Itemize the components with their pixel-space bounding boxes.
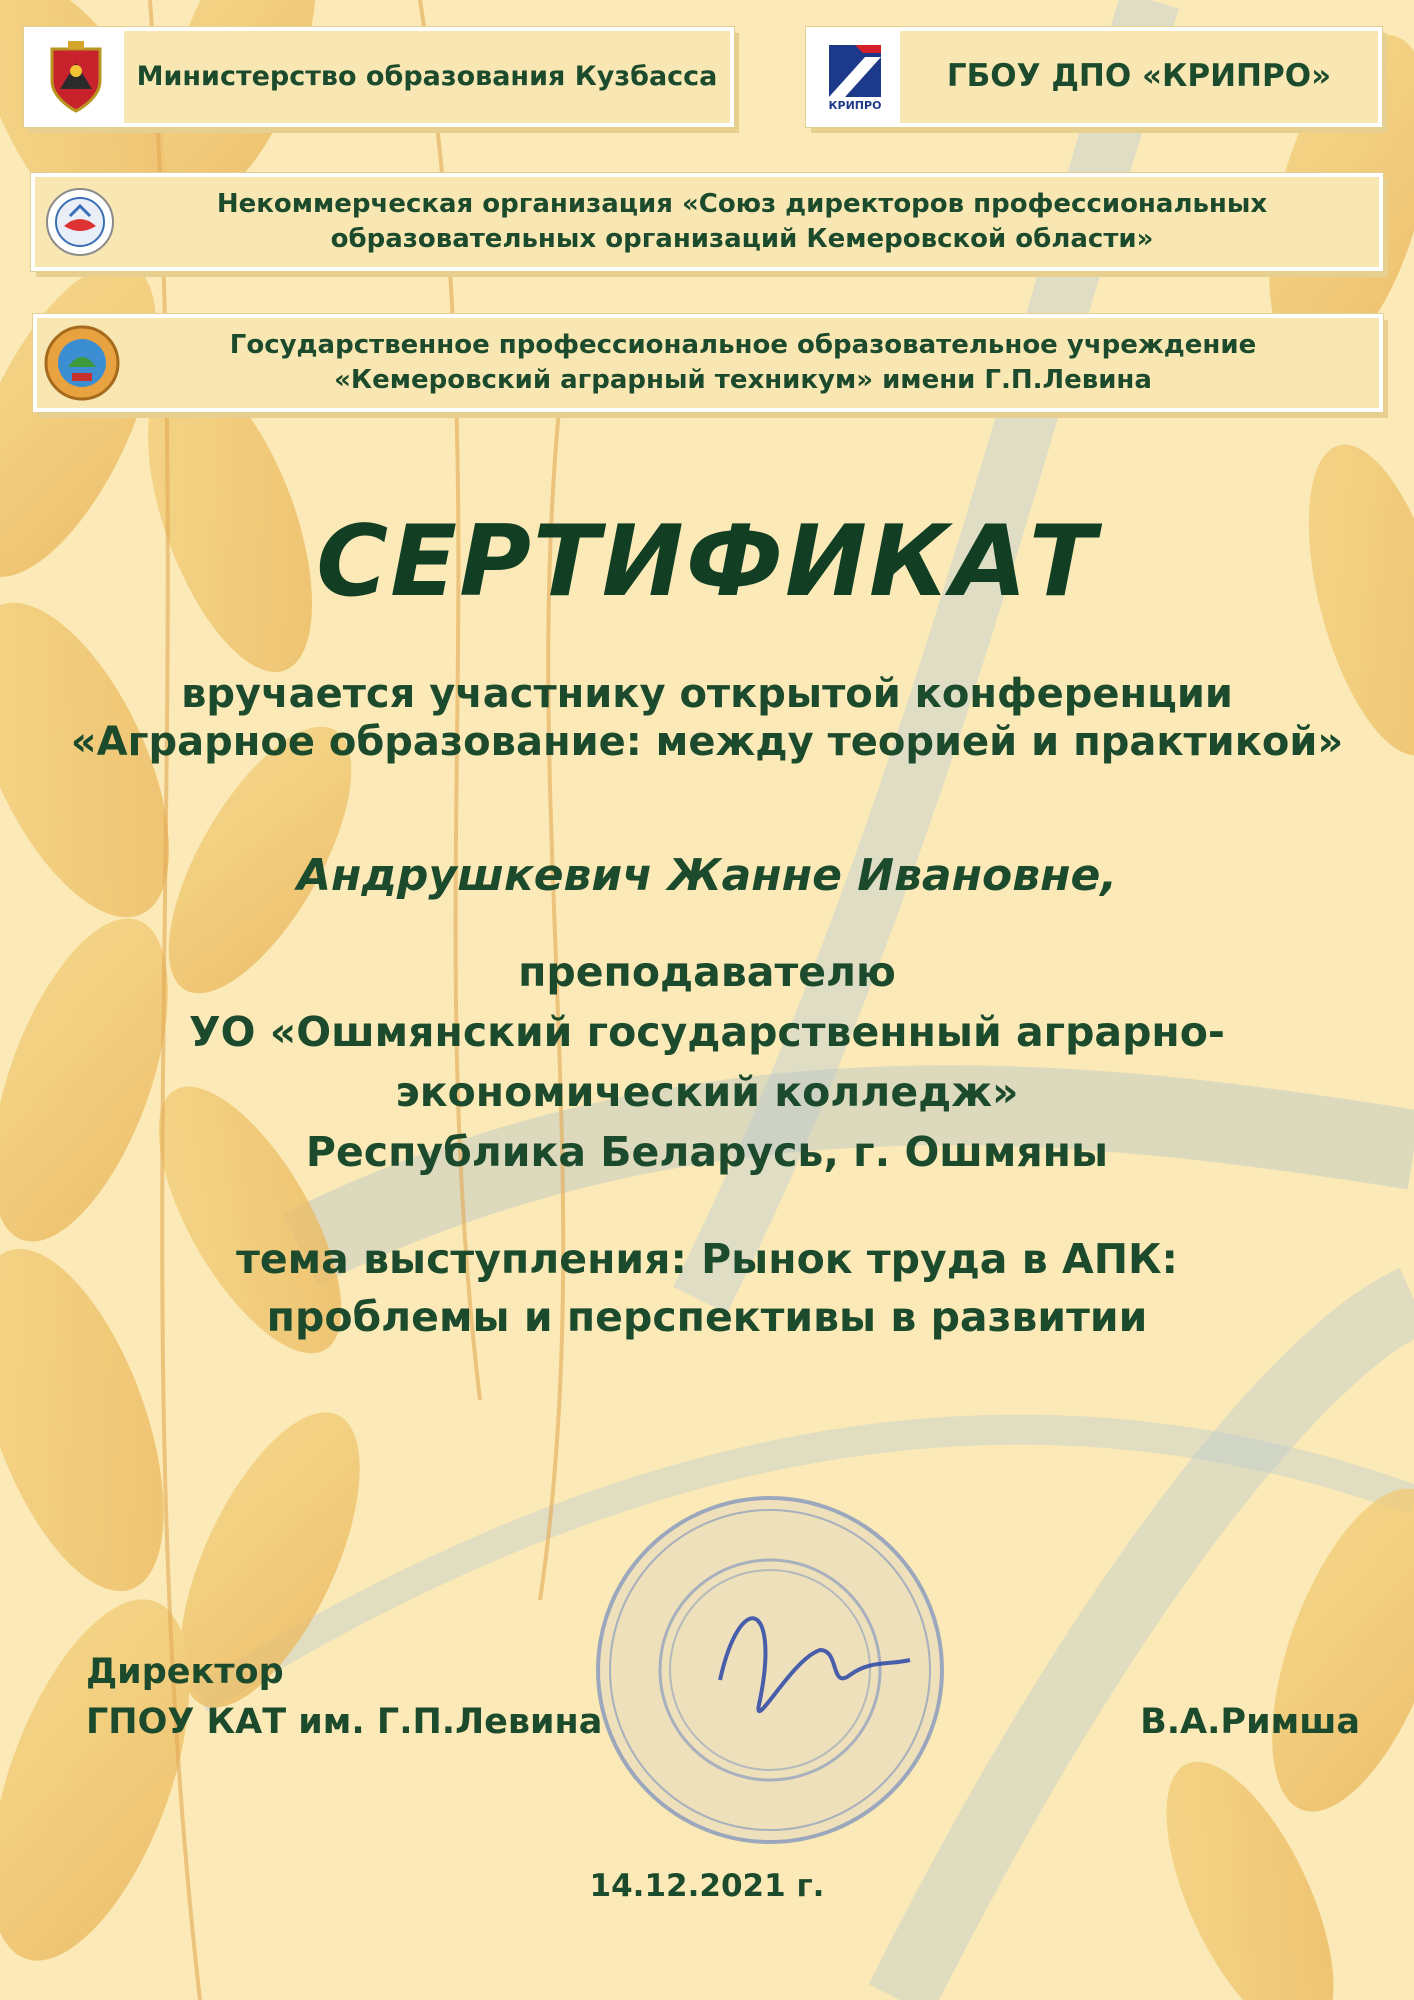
kripo-box [806, 27, 1382, 127]
college-name [127, 318, 1359, 408]
union-line-2: образовательных организаций Кемеровской области» [330, 224, 1154, 254]
topic-line-2: проблемы и перспективы в развитии [266, 1293, 1148, 1341]
ministry-box [24, 27, 734, 127]
kuzbass-coat-of-arms-icon [28, 31, 124, 123]
intro-line-1: вручается участнику открытой конференции [181, 671, 1233, 717]
union-box [31, 173, 1383, 271]
topic-line-1: тема выступления: Рынок труда в АПК: [236, 1235, 1178, 1283]
signer-organization: ГПОУ КАТ им. Г.П.Левина [86, 1702, 603, 1742]
issue-date: 14.12.2021 г. [589, 1868, 825, 1904]
college-line-2: «Кемеровский аграрный техникум» имени Г.П.Левина [334, 365, 1152, 395]
position-line-3: экономический колледж» [395, 1068, 1019, 1116]
kripo-logo-text: КРИПРО [828, 98, 882, 112]
position-line-4: Республика Беларусь, г. Ошмяны [305, 1128, 1109, 1176]
signer-name: В.А.Римша [1140, 1702, 1360, 1742]
union-emblem-icon [35, 177, 125, 267]
presentation-topic [0, 1230, 1414, 1346]
intro-text [0, 670, 1414, 766]
position-line-1: преподавателю [518, 948, 896, 996]
intro-line-2: «Аграрное образование: между теорией и практикой» [70, 719, 1344, 765]
union-name [125, 177, 1359, 267]
college-line-1: Государственное профессиональное образовательное учреждение [229, 329, 1257, 360]
official-stamp-icon [590, 1490, 950, 1850]
kripo-name: ГБОУ ДПО «КРИПРО» [946, 58, 1332, 95]
certificate-title: СЕРТИФИКАТ [316, 505, 1098, 619]
recipient-position [0, 942, 1414, 1182]
kripo-logo-icon [810, 31, 900, 123]
ministry-name: Министерство образования Кузбасса [136, 60, 718, 92]
position-line-2: УО «Ошмянский государственный аграрно- [189, 1008, 1225, 1056]
union-line-1: Некоммерческая организация «Союз директоров профессиональных [216, 188, 1268, 219]
recipient-name: Андрушкевич Жанне Ивановне, [296, 850, 1118, 901]
college-box [33, 314, 1383, 412]
college-emblem-icon [37, 318, 127, 408]
signer-role: Директор [86, 1652, 284, 1692]
